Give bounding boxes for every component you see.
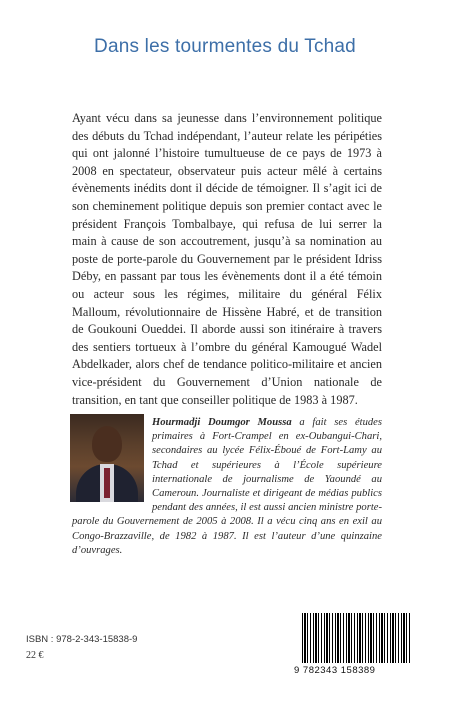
barcode-bars — [302, 613, 410, 663]
isbn-label: ISBN : 978-2-343-15838-9 — [26, 634, 138, 645]
author-name: Hourmadji Doumgor Moussa — [152, 417, 292, 428]
photo-spacer — [72, 416, 152, 502]
price-label: 22 € — [26, 650, 44, 661]
barcode-digits: 9 782343 158389 — [294, 665, 376, 676]
author-bio-text: a fait ses études primaires à Fort-Crampel en ex-Oubangui-Chari, secondaires au lycée Félix-Éboué de Fort-Lamy au Tchad et supérieures à l’École supérieure internationale de journalisme de Yaoundé au Cameroun. Journaliste et dirigeant de médias publics pendant des années, il est aussi ancien ministre porte-parole du Gouvernement de 2005 à 2008. Il a vécu cinq ans en exil au Congo-Brazzaville, de 1982 à 1987. Il est l’auteur d’une quinzaine d’ouvrages. — [72, 417, 383, 556]
barcode-area — [292, 609, 418, 679]
book-title: Dans les tourmentes du Tchad — [94, 36, 356, 57]
author-bio — [72, 416, 382, 558]
back-cover-blurb: Ayant vécu dans sa jeunesse dans l’environnement politique des débuts du Tchad indépendant, l’auteur relate les péripéties qui ont jalonné l’histoire tumultueuse de ce pays de 1973 à 2008 en spectateur, observateur puis acteur mêlé à certains évènements inédits dont il décide de témoigner. Il s’agit ici de son cheminement politique depuis son premier contact avec le président François Tombalbaye, qui refusa de lui serrer la main à cause de son accoutrement, jusqu’à sa nomination au poste de porte-parole du Gouvernement par le président Idriss Déby, en passant par tous les évènements dont il a été témoin ou acteur sous les régimes, militaire du général Félix Malloum, révolutionnaire de Hissène Habré, et de transition de Goukouni Oueddei. Il aborde aussi son itinéraire à travers des sentiers tortueux à l’ombre du général Kamougué Wadel Abdelkader, alors chef de tendance politico-militaire et ancien vice-président du Gouvernement d’Union nationale de transition, en tant que conseiller politique de 1983 à 1987. — [72, 111, 382, 407]
